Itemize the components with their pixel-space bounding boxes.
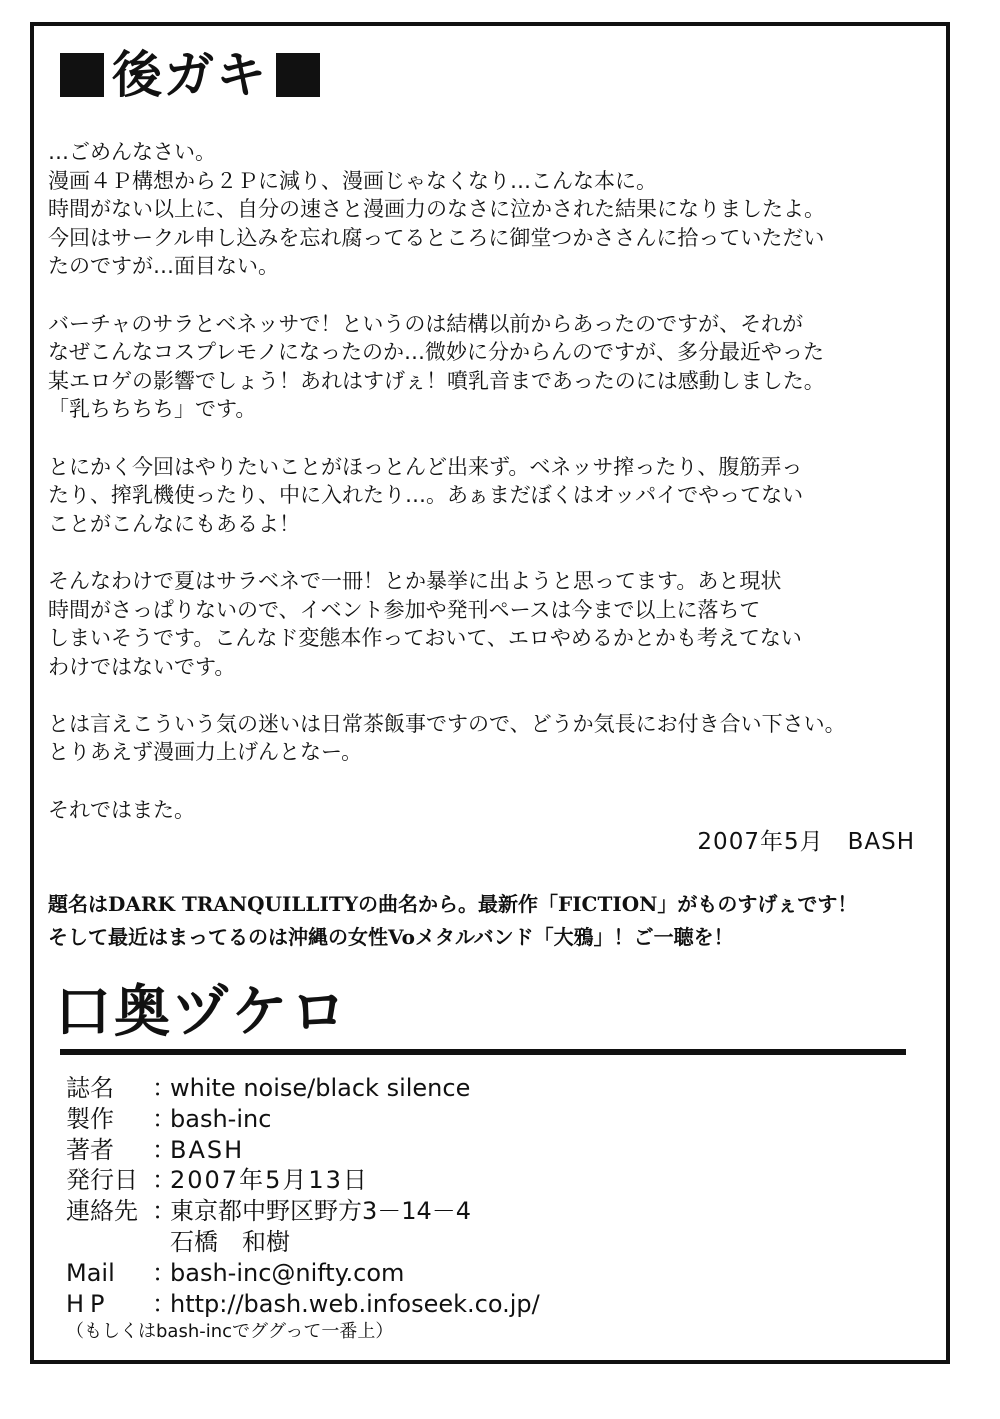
afterword-body <box>48 138 948 853</box>
paragraph-5 <box>48 710 948 767</box>
colophon-row-author <box>66 1135 540 1166</box>
colophon-label <box>66 1227 170 1258</box>
colophon-value: 2007年5月13日 <box>170 1166 369 1195</box>
colophon-label: 著者 <box>66 1135 114 1164</box>
afterword-heading <box>60 40 320 110</box>
text-line: 「乳ちちちち」です。 <box>48 397 257 422</box>
note-line: 題名はDARK TRANQUILLITYの曲名から。最新作「FICTION」がものすげぇです！ <box>48 892 858 916</box>
heading-text: 後ガキ <box>112 46 268 104</box>
colon: ： <box>152 1197 176 1226</box>
text-line: バーチャのサラとベネッサで！というのは結構以前からあったのですが、それが <box>48 311 804 336</box>
colon: ： <box>152 1258 176 1287</box>
colophon-row-homepage <box>66 1289 540 1320</box>
colophon-value: BASH <box>170 1135 245 1164</box>
colophon <box>66 1073 540 1343</box>
text-line: たのですが…面目ない。 <box>48 254 279 279</box>
text-line: 時間がない以上に、自分の速さと漫画力のなさに泣かされた結果になりましたよ。 <box>48 197 825 222</box>
black-square-right <box>276 53 320 97</box>
text-line: とりあえず漫画力上げんとなー。 <box>48 740 363 765</box>
colophon-row-contact-name <box>66 1227 540 1258</box>
colophon-label: 製作 <box>66 1104 114 1133</box>
text-line: たり、搾乳機使ったり、中に入れたり…。あぁまだぼくはオッパイでやってない <box>48 483 804 508</box>
paragraph-1 <box>48 138 948 281</box>
text-line: とは言えこういう気の迷いは日常茶飯事ですので、どうか気長にお付き合い下さい。 <box>48 711 846 736</box>
colophon-value: 東京都中野区野方3－14－4 <box>170 1197 472 1226</box>
text-line: 漫画４Ｐ構想から２Ｐに減り、漫画じゃなくなり…こんな本に。 <box>48 168 657 193</box>
colophon-value: white noise/black silence <box>170 1074 471 1102</box>
text-line: 時間がさっぱりないので、イベント参加や発刊ペースは今まで以上に落ちて <box>48 597 761 622</box>
paragraph-3 <box>48 453 948 539</box>
colophon-value: bash-inc <box>170 1104 272 1133</box>
text-line: なぜこんなコスプレモノになったのか…微妙に分からんのですが、多分最近やった <box>48 340 824 365</box>
colophon-label: 発行日 <box>66 1166 138 1195</box>
text-line: そんなわけで夏はサラベネで一冊！とか暴挙に出ようと思ってます。あと現状 <box>48 568 782 593</box>
colophon-label: 誌名 <box>66 1074 114 1102</box>
paragraph-6 <box>48 796 948 825</box>
note-line: そして最近はまってるのは沖縄の女性Voメタルバンド「大鴉」！ご一聴を！ <box>48 925 734 949</box>
text-line: 某エロゲの影響でしょう！あれはすげぇ！噴乳音まであったのには感動しました。 <box>48 368 825 393</box>
colophon-row-mail <box>66 1258 540 1289</box>
text-line: わけではないです。 <box>48 654 236 679</box>
colophon-value: 石橋 和樹 <box>170 1227 290 1256</box>
title-underline <box>60 1049 906 1055</box>
colophon-value: bash-inc@nifty.com <box>170 1258 405 1287</box>
text-line: しまいそうです。こんなド変態本作っておいて、エロやめるかとかも考えてない <box>48 626 802 651</box>
text-line: とにかく今回はやりたいことがほっとんど出来ず。ベネッサ搾ったり、腹筋弄っ <box>48 454 803 479</box>
text-line: 今回はサークル申し込みを忘れ腐ってるところに御堂つかささんに拾っていただい <box>48 225 825 250</box>
colophon-value: http://bash.web.infoseek.co.jp/ <box>170 1289 540 1318</box>
text-line: ことがこんなにもあるよ！ <box>48 511 300 536</box>
colophon-label: 連絡先 <box>66 1197 138 1226</box>
colophon-row-contact <box>66 1196 540 1227</box>
paragraph-2 <box>48 310 948 424</box>
colophon-row-producer <box>66 1104 540 1135</box>
text-line: それではまた。 <box>48 797 195 822</box>
colophon-label: HP <box>66 1289 111 1318</box>
colophon-row-publish-date <box>66 1165 540 1196</box>
circle-name-title: 口奥ヅケロ <box>55 980 350 1045</box>
colon: ： <box>152 1166 176 1195</box>
colon: ： <box>152 1104 176 1133</box>
colophon-row-title <box>66 1073 540 1104</box>
colon: ： <box>152 1289 176 1318</box>
paragraph-4 <box>48 567 948 681</box>
colophon-label: Mail <box>66 1258 115 1287</box>
colon: ： <box>152 1135 176 1164</box>
signature-date: 2007年5月 BASH <box>697 829 915 855</box>
colophon-footnote: （もしくはbash-incでググって一番上） <box>66 1321 394 1343</box>
colon: ： <box>152 1074 176 1102</box>
black-square-left <box>60 53 104 97</box>
text-line: …ごめんなさい。 <box>48 140 216 164</box>
title-source-note <box>48 888 857 954</box>
